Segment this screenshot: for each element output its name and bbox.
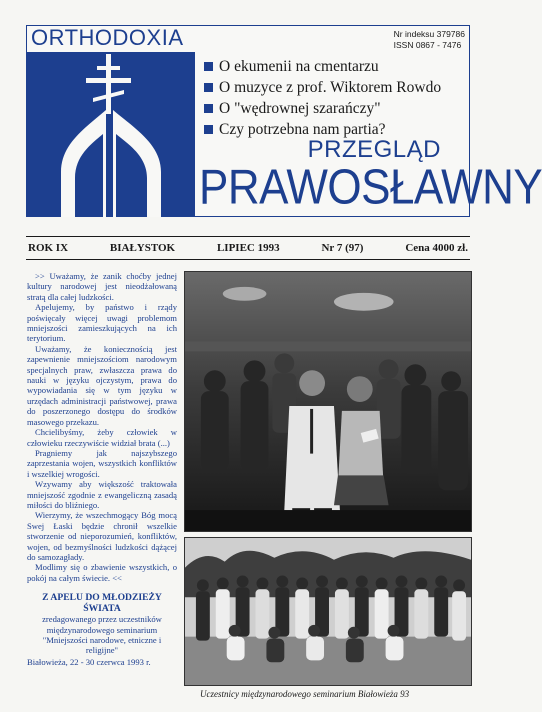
index-info — [394, 29, 465, 51]
article-paragraph: Wierzymy, że wszechmogący Bóg mocą Swej Łaski będzie chronił wszelkie stworzenie od nieporozumień, konfliktów, wojen, od bezmyślności ludzkości dążącej do samozagłady. — [27, 510, 177, 562]
appeal-title-line-2: ŚWIATA — [83, 603, 121, 615]
square-bullet-icon — [204, 104, 213, 113]
square-bullet-icon — [204, 83, 213, 92]
logo-graphic — [27, 52, 195, 217]
article-paragraph: Pragniemy jak najszybszego zaprzestania wojen, wszystkich konfliktów i wszelkiej wrogości. — [27, 447, 177, 479]
appeal-body: zredagowanego przez uczestników międzynarodowego seminarium "Mniejszości narodowe, etniczne i religijne" — [42, 614, 162, 656]
headline-list — [204, 56, 441, 140]
square-bullet-icon — [204, 125, 213, 134]
headline-text: Czy potrzebna nam partia? — [219, 120, 386, 138]
headline-text: O ekumenii na cmentarzu — [219, 57, 379, 75]
photo-group-graphic — [185, 538, 471, 685]
issn-number: ISSN 0867 - 7476 — [393, 40, 462, 50]
appeal-title-line-1: Z APELU DO MŁODZIEŻY — [42, 592, 162, 604]
article-paragraph: Uważamy, że koniecznością jest zapewnienie mniejszościom narodowym specjalnych praw, zwłaszcza prawa do nauki w języku ojczystym, prawa do wypowiadania się w tym języku w urzędach administracji państwowej, prawa do poszerzonego dostępu do środków masowego przekazu. — [27, 343, 177, 427]
title-prawoslawny: PRAWOSŁAWNY — [199, 160, 542, 215]
issue-city: BIAŁYSTOK — [109, 242, 176, 254]
issue-month: LIPIEC 1993 — [216, 242, 280, 254]
photo-group-outdoors — [184, 537, 472, 686]
article-paragraph: Apelujemy, by państwo i rządy poświęcały więcej uwagi problemom mniejszości zamieszkujących na ich terytorium. — [27, 302, 177, 344]
masthead — [26, 25, 542, 217]
issue-price: Cena 4000 zł. — [405, 242, 468, 254]
article-paragraph: Modlimy się o zbawienie wszystkich, o pokój na całym świecie. << — [27, 562, 177, 583]
appeal-article — [27, 271, 177, 667]
index-number: Nr indeksu 379786 — [393, 29, 465, 39]
square-bullet-icon — [204, 62, 213, 71]
article-paragraph: >> Uważamy, że zanik choćby jednej kultury narodowej jest nieodżałowaną stratą dla całej ludzkości. — [27, 271, 177, 302]
headline-text: O muzyce z prof. Wiktorem Rowdo — [219, 78, 442, 96]
headline-item[interactable] — [204, 56, 441, 77]
headline-item[interactable] — [204, 77, 441, 98]
appeal-date: Białowieża, 22 - 30 czerwca 1993 r. — [27, 656, 151, 667]
logo-wordmark: ORTHODOXIA — [31, 25, 184, 50]
article-paragraph: Wzywamy aby większość traktowała mniejszość zgodnie z ewangeliczną zasadą miłości do bliźniego. — [27, 479, 177, 510]
photo-prayer-graphic — [185, 272, 471, 531]
appeal-source — [27, 592, 177, 667]
headline-text: O "wędrownej szarańczy" — [219, 99, 381, 117]
headline-item[interactable] — [204, 98, 441, 119]
issue-number: Nr 7 (97) — [321, 242, 364, 254]
article-paragraph: Chcielibyśmy, żeby człowiek w człowieku rzeczywiście widział brata (...) — [27, 427, 177, 448]
issue-year: ROK IX — [28, 242, 69, 254]
title-przeglad: PRZEGLĄD — [307, 136, 441, 163]
issue-info-bar — [26, 236, 470, 260]
photo-prayer-gathering — [184, 271, 472, 532]
photo-caption: Uczestnicy międzynarodowego seminarium Białowieża 93 — [200, 689, 410, 699]
orthodox-cross-dome-icon — [27, 52, 195, 217]
